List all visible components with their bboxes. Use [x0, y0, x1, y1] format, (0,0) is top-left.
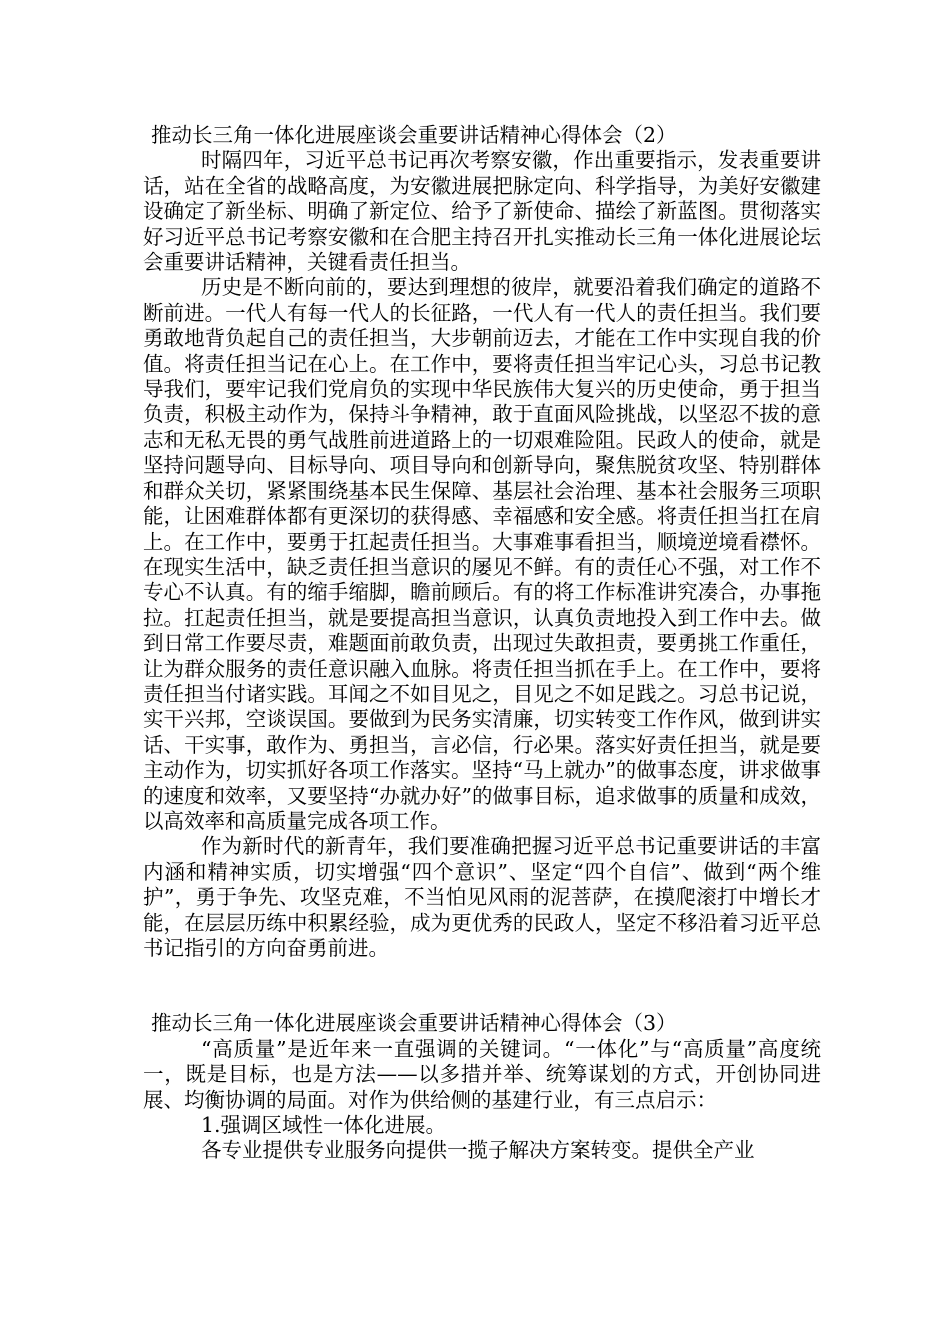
- paragraph: “高质量”是近年来一直强调的关键词。“一体化”与“高质量”高度统一，既是目标，也是方法——以多措并举、统筹谋划的方式，开创协同进展、均衡协调的局面。对作为供给侧的基建行业，有三点启示：: [143, 1036, 821, 1112]
- paragraph: 作为新时代的新青年，我们要准确把握习近平总书记重要讲话的丰富内涵和精神实质，切实增强“四个意识”、坚定“四个自信”、做到“两个维护”，勇于争先、攻坚克难，不当怕见风雨的泥菩萨，在摸爬滚打中增长才能，在层层历练中积累经验，成为更优秀的民政人，坚定不移沿着习近平总书记指引的方向奋勇前进。: [143, 834, 821, 960]
- paragraph: 各专业提供专业服务向提供一揽子解决方案转变。提供全产业: [201, 1138, 755, 1163]
- section-title-2: 推动长三角一体化进展座谈会重要讲话精神心得体会（2）: [151, 123, 677, 147]
- section-title-3: 推动长三角一体化进展座谈会重要讲话精神心得体会（3）: [151, 1011, 677, 1036]
- paragraph: 历史是不断向前的，要达到理想的彼岸，就要沿着我们确定的道路不断前进。一代人有每一代人的长征路，一代人有一代人的责任担当。我们要勇敢地背负起自己的责任担当，大步朝前迈去，才能在工作中实现自我的价值。将责任担当记在心上。在工作中，要将责任担当牢记心头，习总书记教导我们，要牢记我们党肩负的实现中华民族伟大复兴的历史使命，勇于担当负责，积极主动作为，保持斗争精神，敢于直面风险挑战，以坚忍不拔的意志和无私无畏的勇气战胜前进道路上的一切艰难险阻。民政人的使命，就是坚持问题导向、目标导向、项目导向和创新导向，聚焦脱贫攻坚、特别群体和群众关切，紧紧围绕基本民生保障、基层社会治理、基本社会服务三项职能，让困难群体都有更深切的获得感、幸福感和安全感。将责任担当扛在肩上。在工作中，要勇于扛起责任担当。大事难事看担当，顺境逆境看襟怀。在现实生活中，缺乏责任担当意识的屡见不鲜。有的责任心不强，对工作不专心不认真。有的缩手缩脚，瞻前顾后。有的将工作标准讲究凑合，办事拖拉。扛起责任担当，就是要提高担当意识，认真负责地投入到工作中去。做到日常工作要尽责，难题面前敢负责，出现过失敢担责，要勇挑工作重任，让为群众服务的责任意识融入血脉。将责任担当抓在手上。在工作中，要将责任担当付诸实践。耳闻之不如目见之，目见之不如足践之。习总书记说，实干兴邦，空谈误国。要做到为民务实清廉，切实转变工作作风，做到讲实话、干实事，敢作为、勇担当，言必信，行必果。落实好责任担当，就是要主动作为，切实抓好各项工作落实。坚持“马上就办”的做事态度，讲求做事的速度和效率，又要坚持“办就办好”的做事目标，追求做事的质量和成效，以高效率和高质量完成各项工作。: [143, 275, 821, 833]
- section-spacer: [143, 961, 821, 1011]
- document-page: [143, 123, 821, 1164]
- list-item-heading: 1.强调区域性一体化进展。: [201, 1113, 447, 1138]
- paragraph: 时隔四年，习近平总书记再次考察安徽，作出重要指示，发表重要讲话，站在全省的战略高度，为安徽进展把脉定向、科学指导，为美好安徽建设确定了新坐标、明确了新定位、给予了新使命、描绘了新蓝图。贯彻落实好习近平总书记考察安徽和在合肥主持召开扎实推动长三角一体化进展论坛会重要讲话精神，关键看责任担当。: [143, 148, 821, 275]
